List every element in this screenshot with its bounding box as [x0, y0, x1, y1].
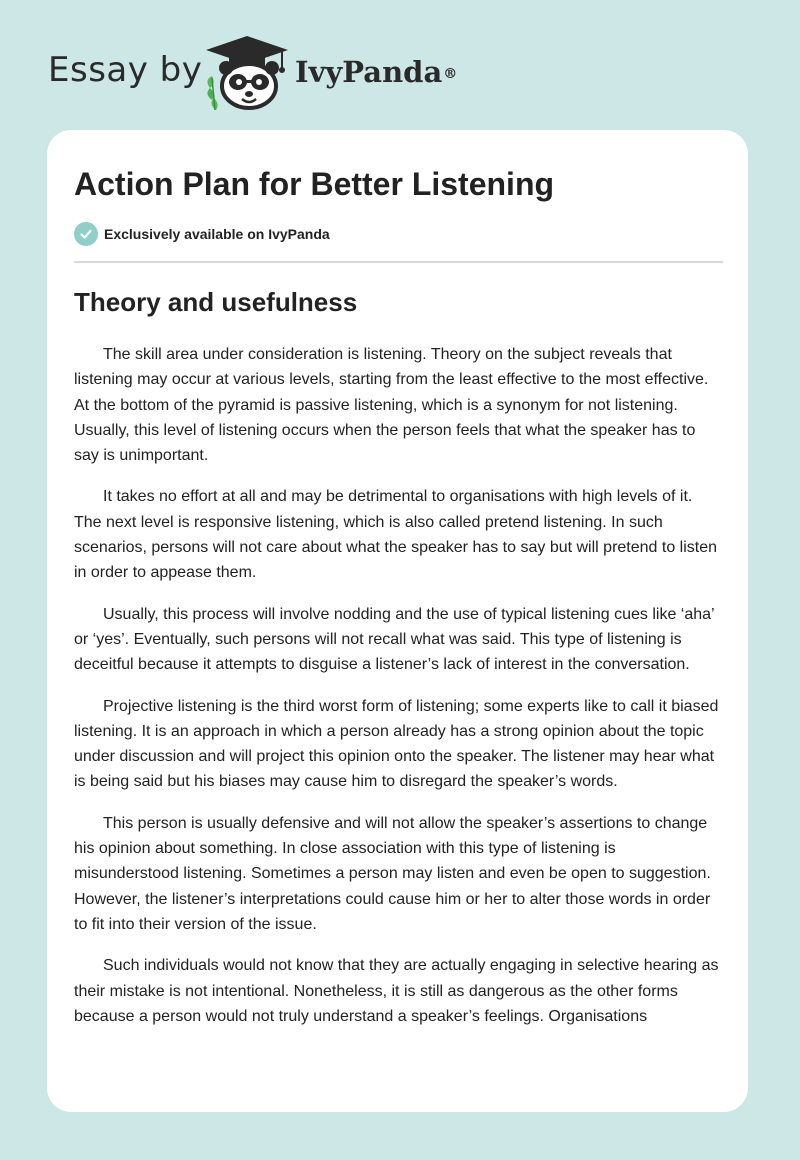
- article-body: [74, 342, 723, 1045]
- brand-text: IvyPanda: [295, 55, 443, 89]
- check-circle-icon: [74, 222, 98, 246]
- trademark-symbol: ®: [443, 66, 458, 82]
- essay-by-label: Essay by: [48, 50, 203, 90]
- brand-name[interactable]: [295, 52, 457, 92]
- paragraph: Projective listening is the third worst form of listening; some experts like to call it biased listening. It is an approach in which a person already has a strong opinion about the topic under discussion and will project this opinion onto the speaker. The listener may hear what is being said but his biases may cause him to disregard the speaker’s words.: [74, 697, 719, 791]
- title-divider: [74, 261, 723, 263]
- paragraph: The skill area under consideration is listening. Theory on the subject reveals that listening may occur at various levels, starting from the least effective to the most effective. At the bottom of the pyramid is passive listening, which is a synonym for not listening. Usually, this level of listening occurs when the person feels that what the speaker has to say is unimportant.: [74, 346, 709, 465]
- article-card: [47, 130, 748, 1112]
- paragraph: Such individuals would not know that they are actually engaging in selective hearing as their mistake is not intentional. Nonetheless, it is still as dangerous as the other forms because a person would not truly understand a speaker’s feelings. Organisations: [74, 957, 719, 1025]
- paragraph: It takes no effort at all and may be detrimental to organisations with high levels of it. The next level is responsive listening, which is also called pretend listening. In such scenarios, persons will not care about what the speaker has to say but will pretend to listen in order to appease them.: [74, 488, 718, 582]
- paragraph: This person is usually defensive and will not allow the speaker’s assertions to change his opinion about something. In close association with this type of listening is misunderstood listening. Sometimes a person may listen and even be open to suggestion. However, the listener’s interpretations could cause him or her to alter those words in order to fit into their version of the issue.: [74, 814, 711, 933]
- article-title: Action Plan for Better Listening: [74, 166, 555, 202]
- paragraph: Usually, this process will involve nodding and the use of typical listening cues like ‘aha’ or ‘yes’. Eventually, such persons will not recall what was said. This type of listening is deceitful because it attempts to disguise a listener’s lack of interest in the conversation.: [74, 605, 714, 674]
- exclusive-badge: [74, 221, 330, 247]
- site-header: [0, 0, 800, 128]
- panda-graduate-logo-icon[interactable]: [202, 34, 292, 110]
- section-heading: Theory and usefulness: [74, 287, 358, 317]
- exclusive-label: Exclusively available on IvyPanda: [104, 226, 330, 242]
